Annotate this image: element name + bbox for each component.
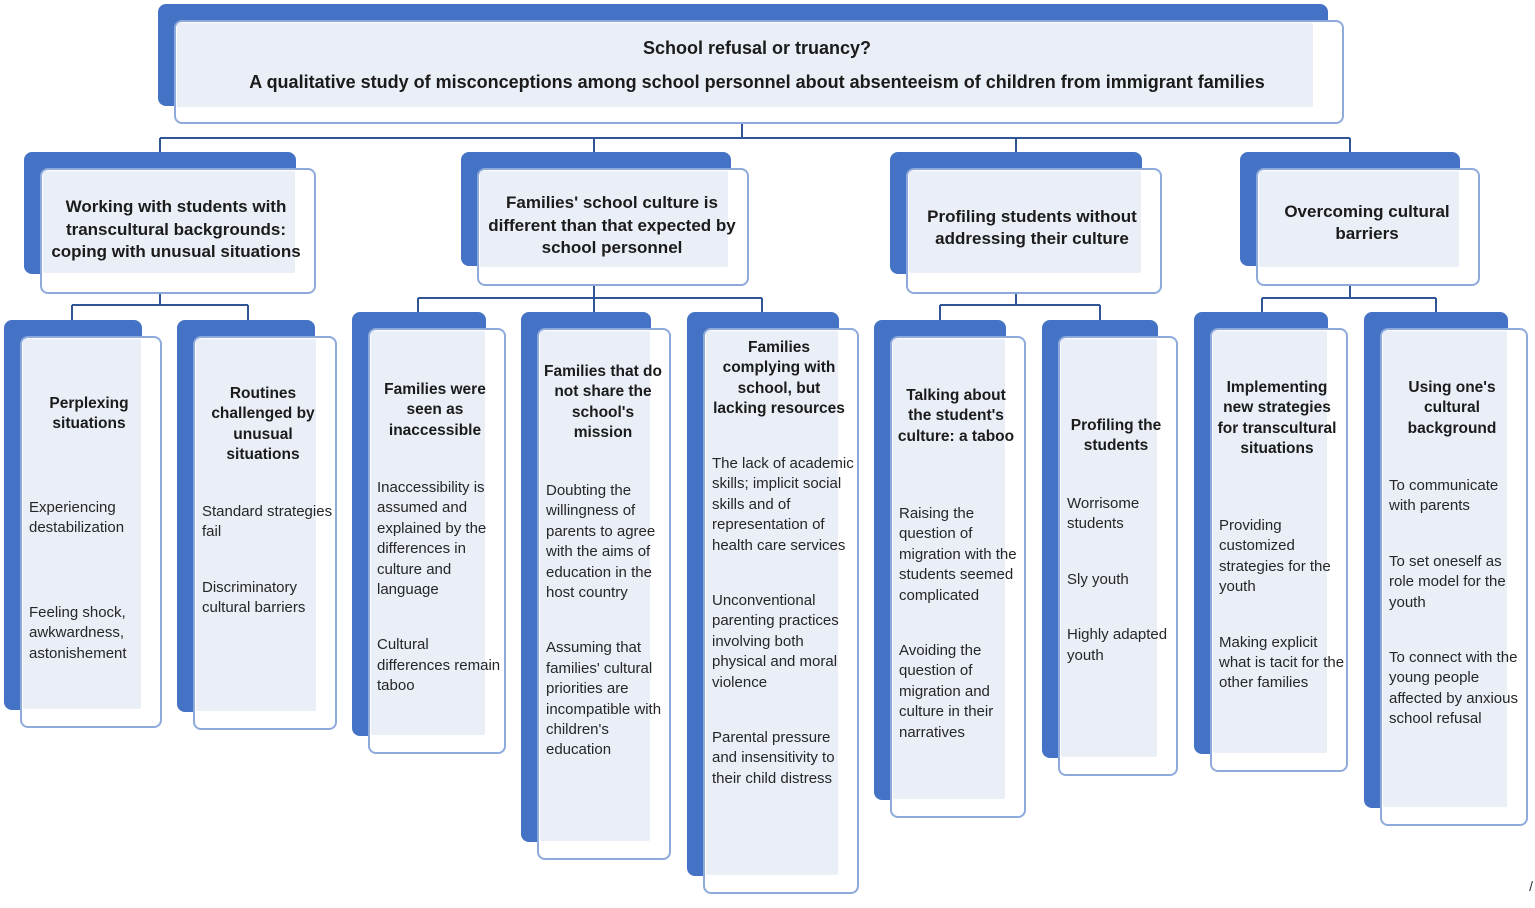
subtheme-title: Profiling the students — [1070, 417, 1162, 455]
subtheme-node-8 — [1194, 312, 1348, 772]
root-title — [177, 23, 1337, 107]
subtheme-node-2 — [177, 320, 337, 730]
root-node — [158, 4, 1344, 124]
subtheme-item: Inaccessibility is assumed and explained by the differences in culture and language — [377, 479, 487, 599]
theme-node-2 — [461, 152, 749, 286]
subtheme-item: Feeling shock, awkwardness, astonishement — [29, 603, 127, 662]
subtheme-item: Cultural differences remain taboo — [377, 636, 501, 695]
theme-node-1 — [24, 152, 316, 294]
subtheme-item: Parental pressure and insensitivity to their child distress — [712, 729, 835, 787]
subtheme-node-3 — [352, 312, 506, 754]
subtheme-node-5 — [687, 312, 859, 894]
theme-title: Working with students with transcultural backgrounds: coping with unusual situations — [51, 197, 301, 262]
subtheme-item: Highly adapted youth — [1067, 626, 1168, 664]
subtheme-title: Talking about the student's culture: a taboo — [897, 387, 1015, 445]
subtheme-title: Perplexing situations — [49, 395, 129, 433]
subtheme-title: Families were seen as inaccessible — [384, 381, 486, 439]
subtheme-title: Families complying with school, but lacking resources — [713, 339, 845, 418]
subtheme-item: To communicate with parents — [1389, 477, 1499, 515]
subtheme-item: Worrisome students — [1067, 495, 1140, 533]
subtheme-node-9 — [1364, 312, 1528, 826]
subtheme-node-6 — [874, 320, 1026, 818]
subtheme-item: Assuming that families' cultural priorities are incompatible with children's education — [546, 639, 662, 759]
subtheme-node-1 — [4, 320, 162, 728]
root-title-line1: School refusal or truancy? — [642, 38, 872, 58]
subtheme-item: The lack of academic skills; implicit social skills and of representation of health care services — [712, 455, 854, 554]
subtheme-item: Avoiding the question of migration and culture in their narratives — [899, 642, 994, 741]
subtheme-title: Routines challenged by unusual situations — [211, 385, 315, 464]
subtheme-title: Using one's cultural background — [1407, 379, 1497, 437]
subtheme-item: To set oneself as role model for the youth — [1389, 552, 1506, 611]
subtheme-title: Families that do not share the school's mission — [544, 363, 662, 442]
root-title-line2: A qualitative study of misconceptions among school personnel about absenteeism of children from immigrant families — [249, 72, 1265, 92]
subtheme-item: Experiencing destabilization — [29, 499, 125, 537]
theme-node-3 — [890, 152, 1162, 294]
subtheme-item: Making explicit what is tacit for the other families — [1219, 633, 1345, 692]
subtheme-item: To connect with the young people affected by anxious school refusal — [1389, 649, 1518, 728]
subtheme-node-7 — [1042, 320, 1178, 776]
subtheme-title: Implementing new strategies for transcultural situations — [1217, 379, 1337, 458]
subtheme-item: Doubting the willingness of parents to agree with the aims of education in the host country — [546, 482, 656, 602]
subtheme-item: Standard strategies fail — [202, 503, 333, 541]
theme-title: Profiling students without addressing their culture — [927, 206, 1137, 248]
subtheme-item: Sly youth — [1067, 570, 1129, 588]
subtheme-item: Raising the question of migration with the students seemed complicated — [899, 505, 1017, 604]
subtheme-item: Discriminatory cultural barriers — [202, 578, 306, 617]
theme-title: Overcoming cultural barriers — [1284, 201, 1450, 243]
theme-title: Families' school culture is different than that expected by school personnel — [488, 193, 736, 258]
corner-mark: / — [1529, 878, 1533, 894]
subtheme-item: Unconventional parenting practices involving both physical and moral violence — [712, 592, 839, 691]
subtheme-item: Providing customized strategies for the youth — [1219, 517, 1331, 596]
theme-node-4 — [1240, 152, 1480, 286]
subtheme-node-4 — [521, 312, 671, 860]
